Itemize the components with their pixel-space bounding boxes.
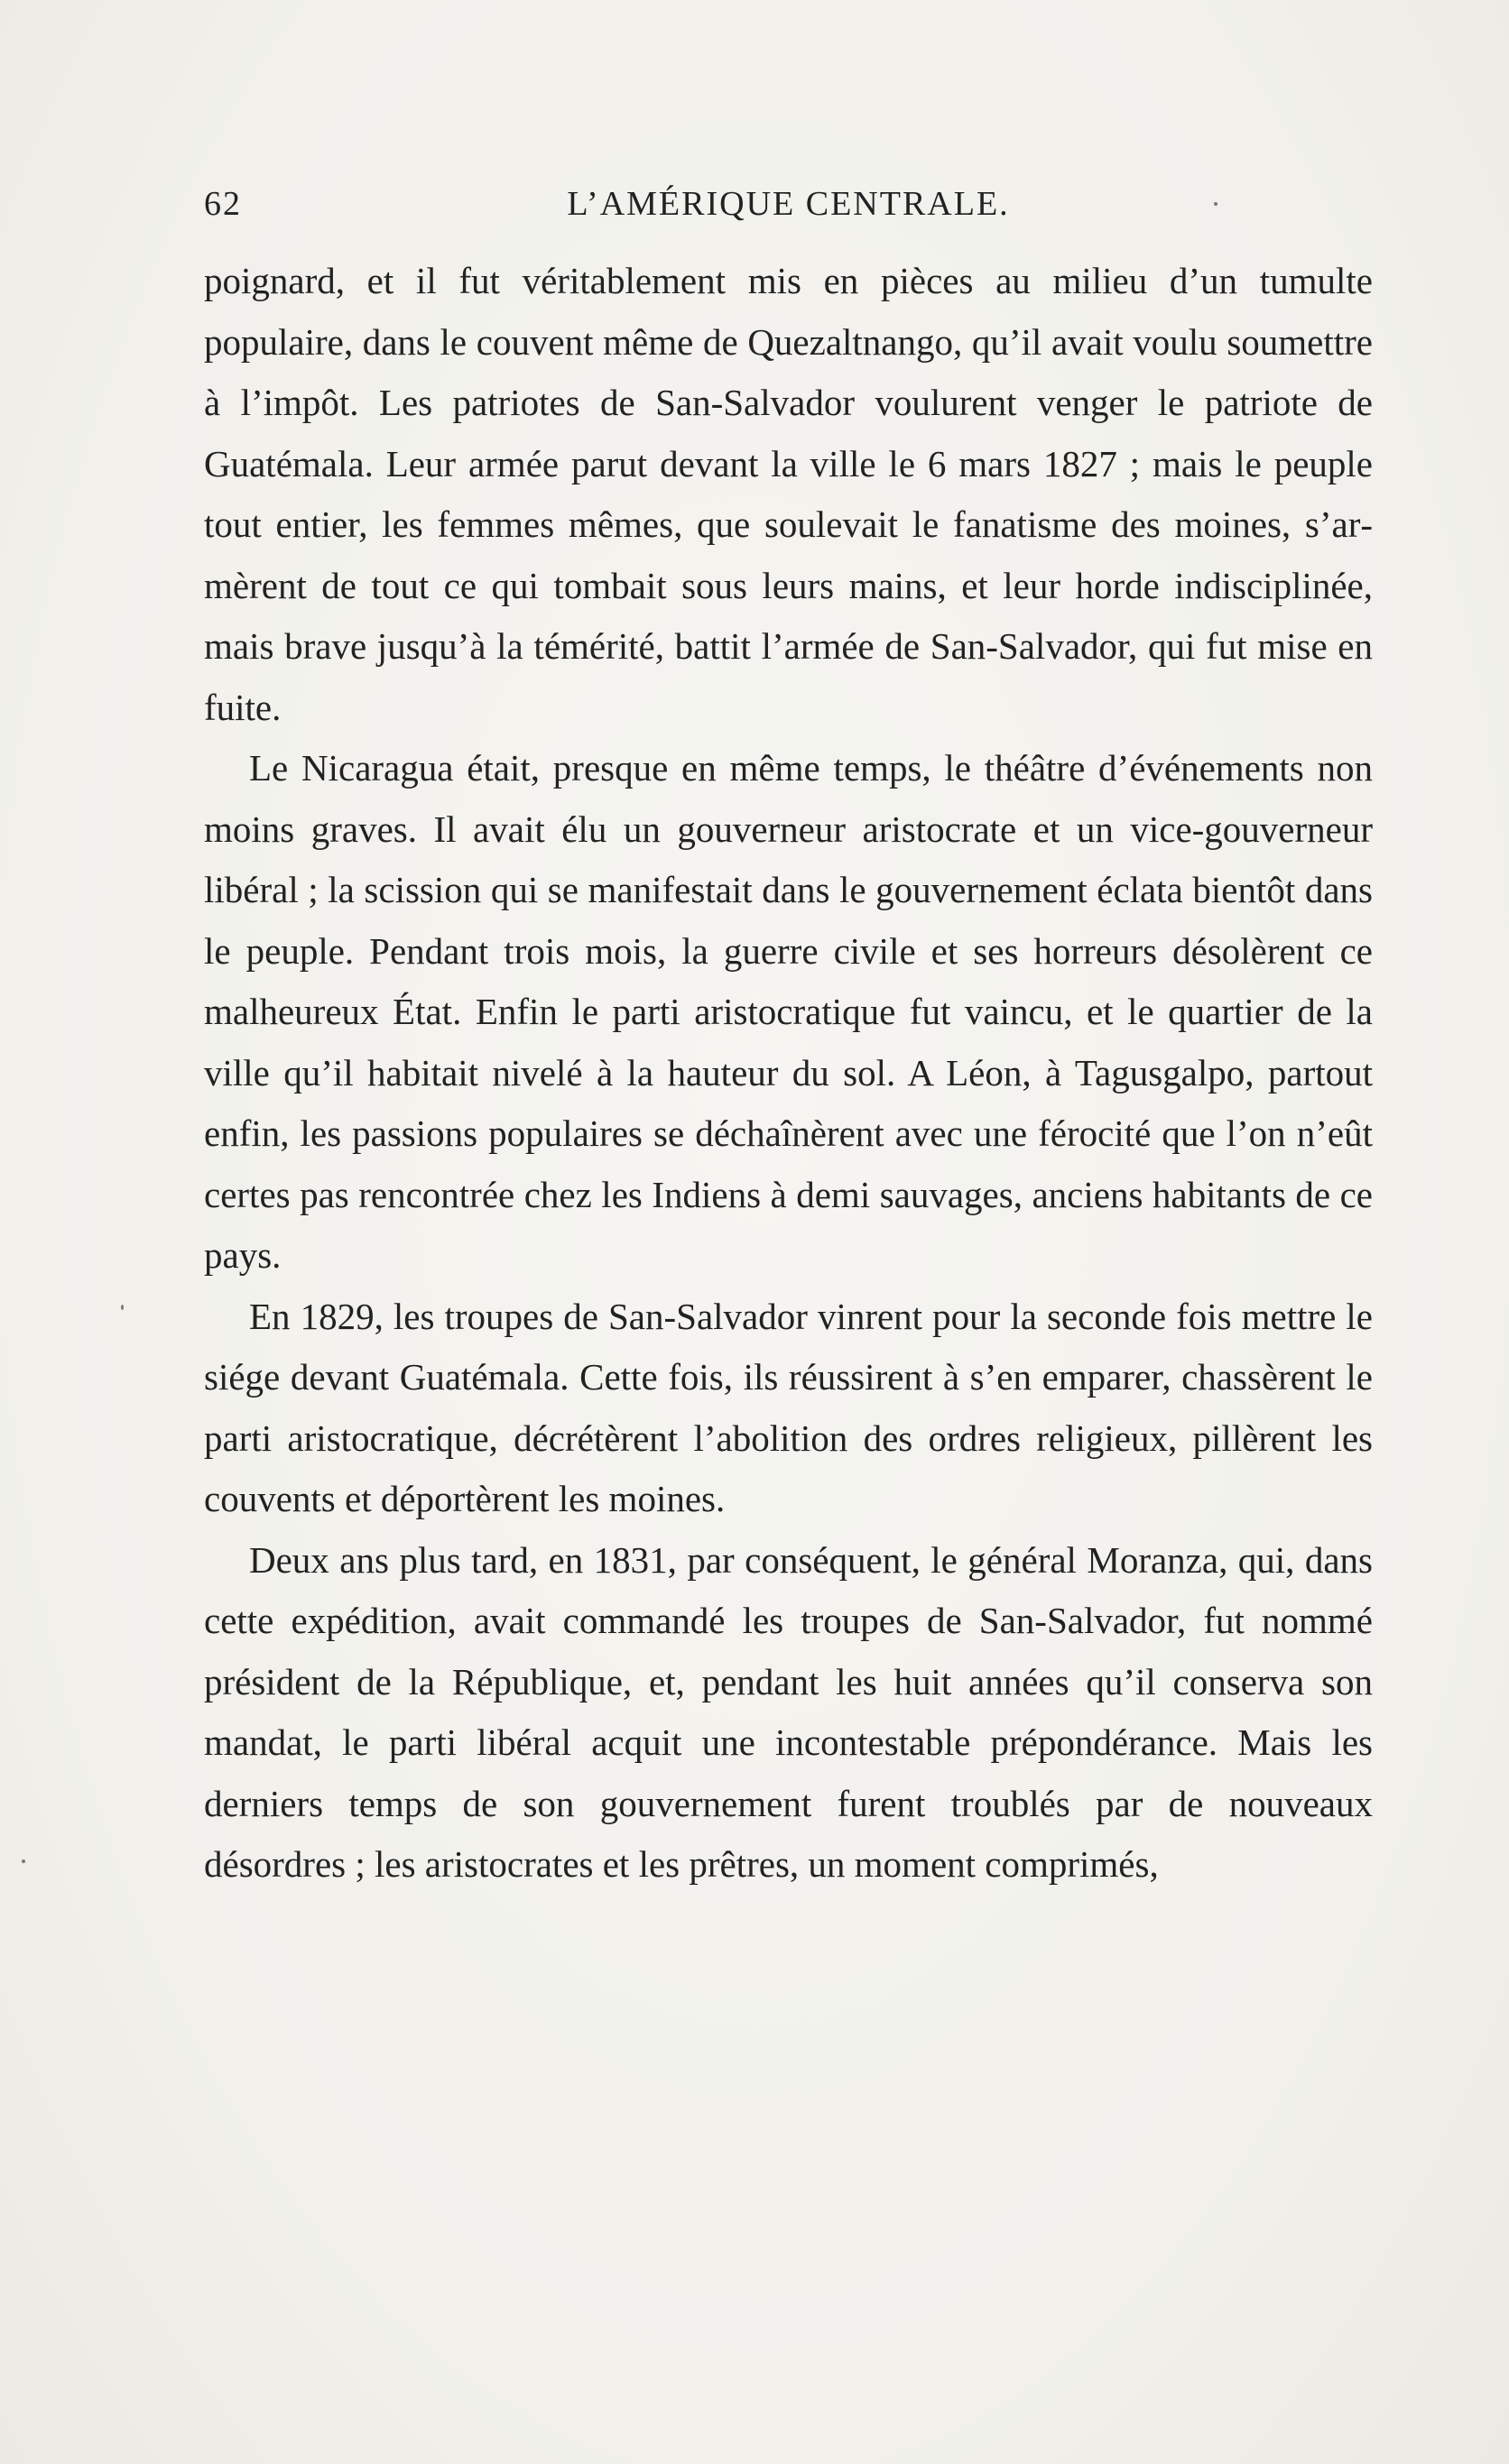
ink-speck bbox=[121, 1305, 124, 1310]
paragraph-4: Deux ans plus tard, en 1831, par conséquent, le général Moranza, qui, dans cette expédition, avait commandé les troupes de San-Salvador, fut nommé président de la République, et, pendant les huit années qu’il conserva son mandat, le parti libéral acquit une incontestable prépondérance. Mais les derniers temps de son gouvernement furent troublés par de nouveaux désordres ; les aristocrates et les prêtres, un moment comprimés, bbox=[204, 1538, 1373, 1885]
page-header bbox=[204, 177, 1373, 231]
paragraph-2: Le Nicaragua était, presque en même temps, le théâtre d’événements non moins graves. Il avait élu un gouverneur aristocrate et un vice-gouverneur libéral ; la scission qui se manifestait dans le gouvernement éclata bientôt dans le peuple. Pendant trois mois, la guerre civile et ses horreurs désolèrent ce malheureux État. Enfin le parti aristocratique fut vaincu, et le quartier de la ville qu’il habitait nivelé à la hauteur du sol. A Léon, à Tagusgalpo, partout enfin, les passions populaires se déchaînèrent avec une férocité que l’on n’eût certes pas rencontrée chez les Indiens à demi sauvages, anciens habitants de ce pays. bbox=[204, 747, 1373, 1276]
ink-speck bbox=[22, 1860, 25, 1863]
body-text bbox=[204, 251, 1373, 1896]
paragraph-3: En 1829, les troupes de San-Salvador vinrent pour la seconde fois mettre le siége devant Guatémala. Cette fois, ils réussirent à s’en emparer, chassèrent le parti aristocratique, décrétèrent l’abolition des ordres religieux, pillèrent les couvents et déportèrent les moines. bbox=[204, 1295, 1373, 1519]
paragraph-1: poignard, et il fut véritablement mis en pièces au milieu d’un tumulte populaire, dans le couvent même de Quezaltnango, qu’il avait voulu soumettre à l’impôt. Les patriotes de San-Salvador voulurent venger le patriote de Guatémala. Leur armée parut devant la ville le 6 mars 1827 ; mais le peuple tout entier, les femmes mêmes, que soulevait le fanatisme des moines, s’armèrent de tout ce qui tombait sous leurs mains, et leur horde indisciplinée, mais brave jusqu’à la témérité, battit l’armée de San-Salvador, qui fut mise en fuite. bbox=[204, 260, 1373, 728]
page-number: 62 bbox=[204, 185, 242, 223]
running-head: L’AMÉRIQUE CENTRALE. bbox=[567, 185, 1010, 223]
ink-speck bbox=[1214, 202, 1217, 206]
